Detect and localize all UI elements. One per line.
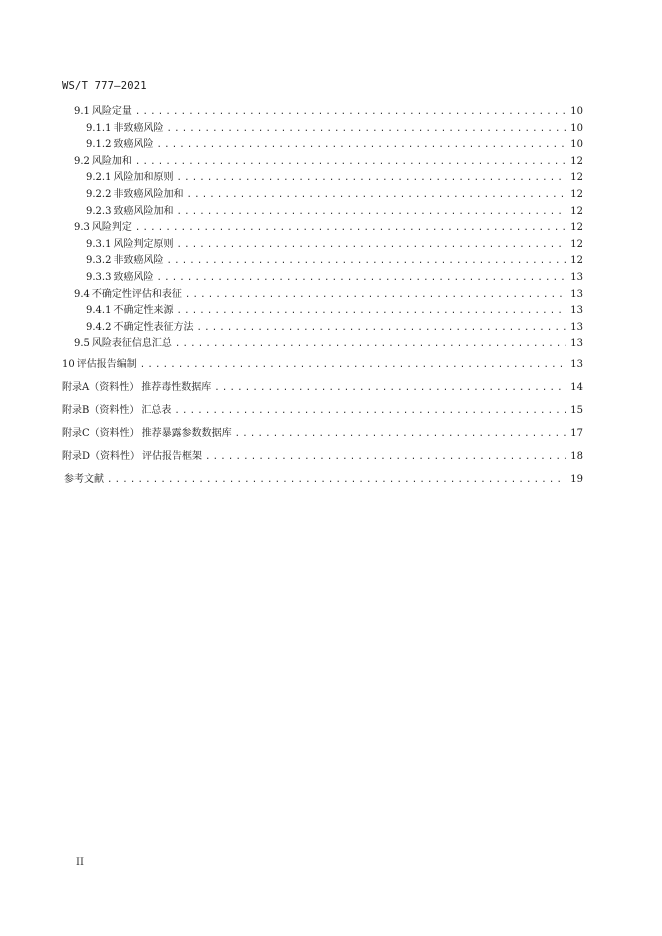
- dot-leader: [166, 121, 566, 138]
- toc-entry-page: 19: [570, 473, 583, 485]
- toc-entry-title: 非致癌风险加和: [113, 188, 184, 200]
- dot-leader: [135, 104, 566, 121]
- toc-entry-title: 非致癌风险: [113, 122, 164, 134]
- toc-entry-page: 13: [570, 321, 583, 333]
- dot-leader: [107, 469, 566, 492]
- toc-entry-page: 13: [570, 271, 583, 283]
- dot-leader: [176, 204, 566, 221]
- toc-entry-number: 9.2: [74, 155, 90, 167]
- toc-entry[interactable]: [62, 422, 583, 445]
- toc-entry-number: 10: [62, 358, 75, 370]
- toc-entry-page: 12: [570, 222, 583, 234]
- dot-leader: [156, 137, 566, 154]
- toc-entry[interactable]: [62, 445, 583, 468]
- toc-entry-number: 附录C（资料性）: [62, 427, 140, 439]
- toc-entry-title: 风险定量: [91, 106, 132, 117]
- toc-entry-title: 参考文献: [64, 473, 104, 485]
- toc-entry-number: 9.2.3: [86, 205, 112, 217]
- toc-entry-page: 10: [570, 122, 583, 134]
- toc-entry[interactable]: [62, 204, 583, 221]
- toc-entry-title: 致癌风险加和: [113, 205, 174, 217]
- dot-leader: [156, 270, 566, 287]
- toc-entry-number: 9.3.2: [86, 255, 112, 267]
- toc-entry-title: 致癌风险: [113, 271, 154, 283]
- dot-leader: [176, 237, 566, 254]
- toc-entry-page: 12: [570, 172, 583, 184]
- toc-entry-title: 评估报告编制: [76, 358, 137, 370]
- toc-entry-page: 15: [570, 404, 583, 416]
- toc-entry[interactable]: [62, 187, 583, 204]
- dot-leader: [176, 170, 566, 187]
- dot-leader: [135, 220, 566, 237]
- toc-entry-number: 9.3.1: [86, 238, 112, 250]
- toc-entry-number: 9.4: [74, 288, 90, 300]
- table-of-contents: [62, 104, 583, 491]
- toc-entry-page: 13: [570, 358, 583, 370]
- toc-entry-title: 不确定性表征方法: [113, 321, 194, 333]
- toc-entry-number: 附录D（资料性）: [62, 450, 141, 462]
- toc-entry[interactable]: [62, 237, 583, 254]
- toc-entry[interactable]: [62, 137, 583, 154]
- dot-leader: [186, 187, 566, 204]
- toc-entry-page: 14: [570, 381, 583, 393]
- toc-entry[interactable]: [62, 399, 583, 422]
- toc-entry-page: 13: [570, 338, 583, 350]
- toc-entry-page: 10: [570, 106, 583, 117]
- toc-entry-number: 9.1.2: [86, 139, 112, 151]
- toc-entry-page: 12: [570, 205, 583, 217]
- toc-entry-title: 致癌风险: [113, 139, 154, 151]
- toc-entry[interactable]: [62, 376, 583, 399]
- toc-entry-number: 9.2.2: [86, 188, 112, 200]
- toc-entry-number: 9.4.1: [86, 305, 112, 317]
- toc-entry-number: 附录B（资料性）: [62, 404, 140, 416]
- toc-entry-page: 12: [570, 238, 583, 250]
- toc-entry-title: 汇总表: [141, 404, 172, 416]
- toc-entry-number: 9.5: [74, 338, 90, 350]
- dot-leader: [196, 320, 566, 337]
- dot-leader: [205, 446, 566, 469]
- toc-entry-title: 不确定性评估和表征: [91, 288, 182, 300]
- dot-leader: [175, 336, 566, 353]
- toc-entry-page: 12: [570, 155, 583, 167]
- toc-entry[interactable]: [62, 170, 583, 187]
- dot-leader: [135, 154, 566, 171]
- toc-entry-page: 10: [570, 139, 583, 151]
- toc-entry-page: 13: [570, 305, 583, 317]
- toc-entry[interactable]: [62, 320, 583, 337]
- dot-leader: [174, 400, 566, 423]
- toc-entry-number: 9.1: [74, 106, 90, 117]
- toc-entry-number: 9.3.3: [86, 271, 112, 283]
- toc-entry-title: 推荐暴露参数数据库: [141, 427, 232, 439]
- toc-entry-title: 风险判定: [91, 222, 132, 234]
- standard-code: WS/T 777—2021: [62, 80, 147, 92]
- toc-entry[interactable]: [62, 154, 583, 171]
- toc-entry[interactable]: [62, 253, 583, 270]
- toc-entry-number: 9.4.2: [86, 321, 112, 333]
- dot-leader: [166, 253, 566, 270]
- toc-entry-title: 风险加和原则: [113, 172, 174, 184]
- dot-leader: [235, 423, 566, 446]
- dot-leader: [140, 354, 566, 377]
- toc-entry-page: 18: [570, 450, 583, 462]
- toc-entry-title: 非致癌风险: [113, 255, 164, 267]
- toc-entry-number: 9.2.1: [86, 172, 112, 184]
- toc-entry-page: 12: [570, 188, 583, 200]
- toc-entry-number: 附录A（资料性）: [62, 381, 140, 393]
- toc-entry-title: 风险判定原则: [113, 238, 174, 250]
- toc-entry[interactable]: [62, 104, 583, 121]
- dot-leader: [214, 377, 566, 400]
- toc-entry-page: 13: [570, 288, 583, 300]
- toc-entry-title: 评估报告框架: [142, 450, 203, 462]
- toc-entry-title: 推荐毒性数据库: [141, 381, 212, 393]
- toc-entry[interactable]: [62, 353, 583, 376]
- toc-entry[interactable]: [62, 468, 583, 491]
- toc-entry-number: 9.3: [74, 222, 90, 234]
- page-number: II: [76, 857, 84, 868]
- toc-entry-page: 17: [570, 427, 583, 439]
- toc-entry-number: 9.1.1: [86, 122, 112, 134]
- toc-entry[interactable]: [62, 336, 583, 353]
- toc-entry-title: 风险加和: [91, 155, 132, 167]
- toc-entry[interactable]: [62, 121, 583, 138]
- dot-leader: [176, 303, 566, 320]
- toc-entry-page: 12: [570, 255, 583, 267]
- toc-entry[interactable]: [62, 287, 583, 304]
- toc-entry[interactable]: [62, 220, 583, 237]
- dot-leader: [185, 287, 566, 304]
- toc-entry[interactable]: [62, 270, 583, 287]
- toc-entry-title: 不确定性来源: [113, 305, 174, 317]
- toc-entry[interactable]: [62, 303, 583, 320]
- toc-entry-title: 风险表征信息汇总: [91, 338, 172, 350]
